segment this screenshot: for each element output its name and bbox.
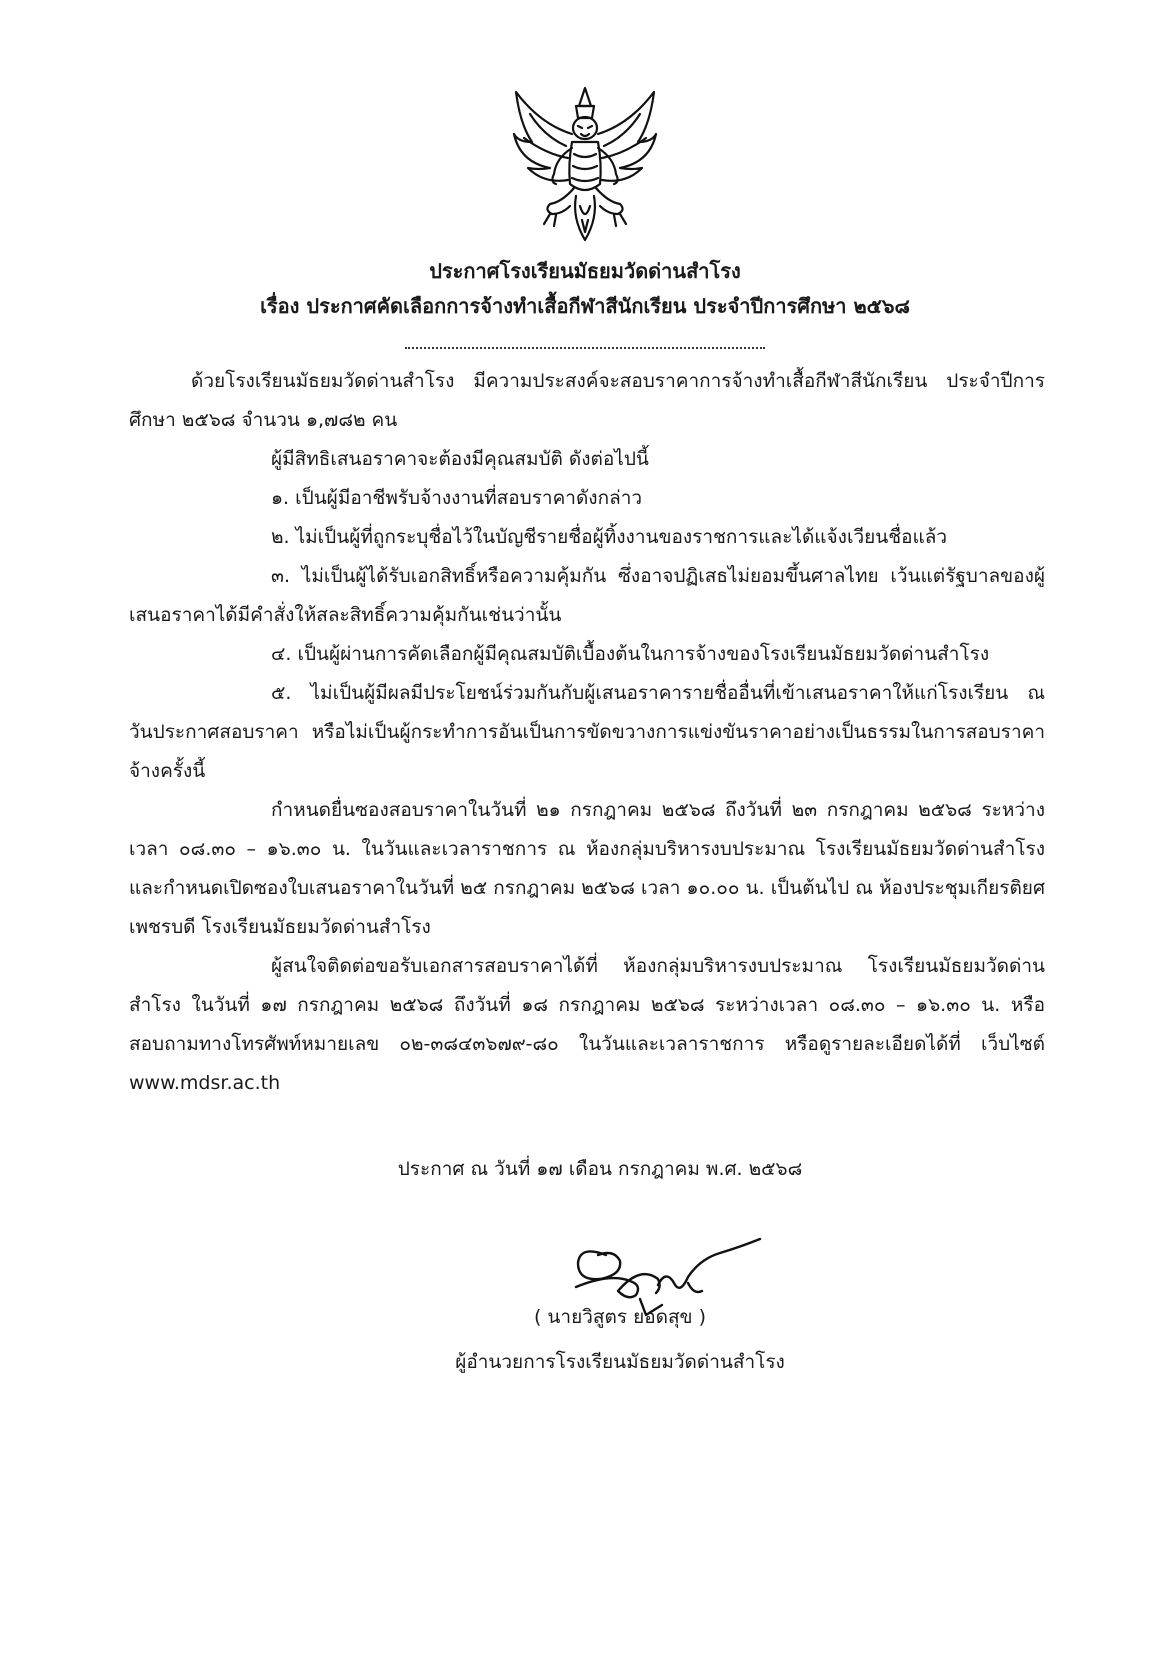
signer-position: ผู้อำนวยการโรงเรียนมัธยมวัดด่านสำโรง xyxy=(455,1351,785,1373)
announcement-date: ประกาศ ณ วันที่ ๑๗ เดือน กรกฎาคม พ.ศ. ๒๕๖๘ xyxy=(397,1158,803,1180)
qualification-item: ๔. เป็นผู้ผ่านการคัดเลือกผู้มีคุณสมบัติเบื้องต้นในการจ้างของโรงเรียนมัธยมวัดด่านสำโรง xyxy=(271,643,990,665)
announcement-title: ประกาศโรงเรียนมัธยมวัดด่านสำโรง xyxy=(429,259,741,283)
signer-name: ( นายวิสูตร ยอดสุข ) xyxy=(533,1306,706,1328)
garuda-emblem-icon xyxy=(510,84,660,244)
qualification-item: ๕. ไม่เป็นผู้มีผลมีประโยชน์ร่วมกันกับผู้เสนอราคารายชื่ออื่นที่เข้าเสนอราคาให้แก่โรงเรียน ณ วันประกาศสอบราคา หรือไม่เป็นผู้กระทำการอันเป็นการขัดขวางการแข่งขันราคาอย่างเป็นธรรมในการสอบราคาจ้างครั้งนี้ xyxy=(129,682,1045,782)
qualification-item: ๑. เป็นผู้มีอาชีพรับจ้างงานที่สอบราคาดังกล่าว xyxy=(271,487,643,509)
intro-paragraph: ด้วยโรงเรียนมัธยมวัดด่านสำโรง มีความประสงค์จะสอบราคาการจ้างทำเสื้อกีฬาสีนักเรียน ประจำปีการศึกษา ๒๕๖๘ จำนวน ๑,๗๘๒ คน xyxy=(129,370,1045,431)
qualification-item: ๓. ไม่เป็นผู้ได้รับเอกสิทธิ์หรือความคุ้มกัน ซึ่งอาจปฏิเสธไม่ยอมขึ้นศาลไทย เว้นแต่รัฐบาลของผู้เสนอราคาได้มีคำสั่งให้สละสิทธิ์ความคุ้มกันเช่นว่านั้น xyxy=(129,565,1045,626)
qualification-heading: ผู้มีสิทธิเสนอราคาจะต้องมีคุณสมบัติ ดังต่อไปนี้ xyxy=(271,448,649,470)
qualification-item: ๒. ไม่เป็นผู้ที่ถูกระบุชื่อไว้ในบัญชีรายชื่อผู้ทิ้งงานของราชการและได้แจ้งเวียนชื่อแล้ว xyxy=(271,526,948,548)
submission-paragraph: กำหนดยื่นซองสอบราคาในวันที่ ๒๑ กรกฎาคม ๒๕๖๘ ถึงวันที่ ๒๓ กรกฎาคม ๒๕๖๘ ระหว่างเวลา ๐๘.๓๐ – ๑๖.๓๐ น. ในวันและเวลาราชการ ณ ห้องกลุ่มบริหารงบประมาณ โรงเรียนมัธยมวัดด่านสำโรง และกำหนดเปิดซองใบเสนอราคาในวันที่ ๒๕ กรกฎาคม ๒๕๖๘ เวลา ๑๐.๐๐ น. เป็นต้นไป ณ ห้องประชุมเกียรติยศเพชรบดี โรงเรียนมัธยมวัดด่านสำโรง xyxy=(129,799,1045,938)
announcement-subject: เรื่อง ประกาศคัดเลือกการจ้างทำเสื้อกีฬาสีนักเรียน ประจำปีการศึกษา ๒๕๖๘ xyxy=(260,294,910,318)
contact-paragraph: ผู้สนใจติดต่อขอรับเอกสารสอบราคาได้ที่ ห้องกลุ่มบริหารงบประมาณ โรงเรียนมัธยมวัดด่านสำโรง ในวันที่ ๑๗ กรกฎาคม ๒๕๖๘ ถึงวันที่ ๑๘ กรกฎาคม ๒๕๖๘ ระหว่างเวลา ๐๘.๓๐ – ๑๖.๓๐ น. หรือสอบถามทางโทรศัพท์หมายเลข ๐๒-๓๘๔๓๖๗๙-๘๐ ในวันและเวลาราชการ หรือดูรายละเอียดได้ที่ เว็บไซต์ www.mdsr.ac.th xyxy=(129,955,1045,1094)
announcement-body xyxy=(129,362,1045,1103)
dotted-divider xyxy=(405,333,765,349)
